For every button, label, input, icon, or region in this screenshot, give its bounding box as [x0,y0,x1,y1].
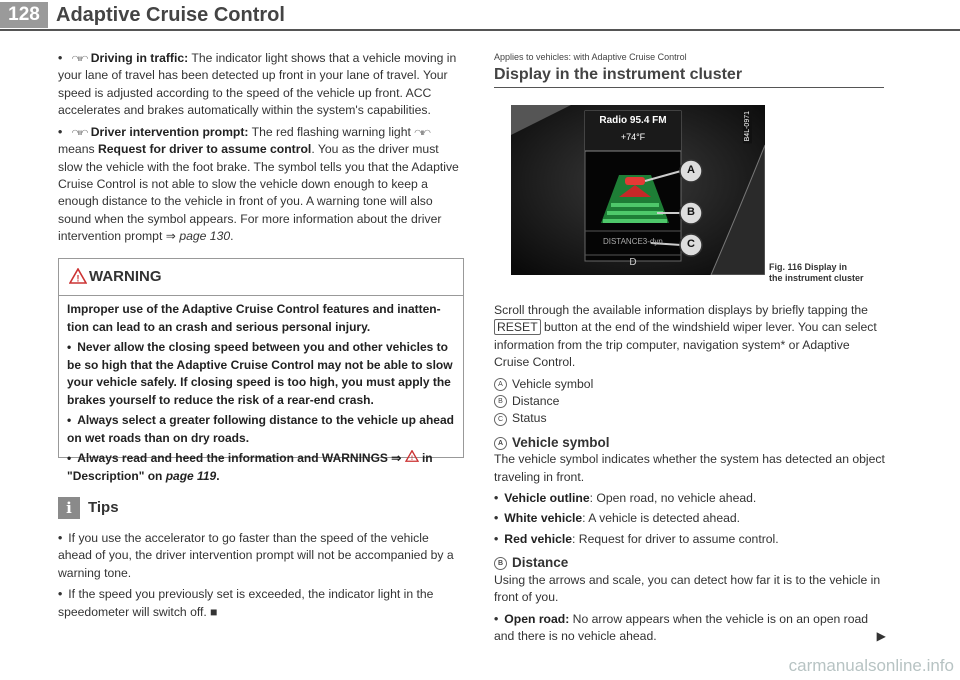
reset-button-label: RESET [494,319,541,335]
warning-bullet: • Always read and heed the information and WARNINGS ⇒ ! in "Description" on page 119. [67,451,433,483]
bullet-driving-in-traffic: • ◠ııı◠ Driving in traffic: The indicator light shows that a vehicle moving in your lane of travel has been detected up front in your lane of travel. Your speed is adjusted according to the speed of the vehicle up front. ACC accelerates and brakes automatically within the system's capabilities. [58,51,457,118]
legend-text: Vehicle symbol [512,376,594,391]
warning-paragraph: Improper use of the Adaptive Cruise Control features and inatten- tion can lead to an crash and serious personal injury. [67,302,441,334]
section-rule [494,87,884,88]
circled-b-icon: B [494,395,507,408]
bullet-text: The red flashing warning light [248,124,415,139]
continue-arrow-icon: ▶ [876,628,886,643]
bullet-label: Vehicle outline [504,491,590,506]
bullet-emphasis: Request for driver to assume control [97,142,312,157]
caption-line: the instrument cluster [769,273,864,283]
vehicle-symbol-paragraph: The vehicle symbol indicates whether the system has detected an object traveling in front. [494,452,885,484]
fig-gear-indicator: D [629,257,637,268]
warning-text: in "Description" on [67,451,433,483]
svg-text:!: ! [76,273,80,284]
warning-title: WARNING [89,268,162,285]
watermark: carmanualsonline.info [788,656,954,675]
cluster-illustration [511,105,765,275]
vehicle-symbol-heading [494,434,886,451]
warning-box [58,258,464,483]
page-reference-link[interactable]: page 119 [165,468,217,483]
warning-triangle-icon [405,450,419,462]
info-icon: i [58,497,80,519]
bullet-text: No arrow appears when the vehicle is on an open road and there is no vehicle ahead. [494,611,869,643]
warning-text: Never allow the closing speed between you and other vehicles to be so high that the Adaptive Cruise Control may not be able to slow your vehicle safely. If closing speed is too high, you must apply the brakes yourself to reduce the risk of a rear-end crash. [67,340,453,407]
legend-text: Distance [512,394,560,409]
callout-a-label: A [687,164,695,176]
page-reference-link[interactable]: page 130 [179,229,231,244]
acc-warning-icon: ◠ııı◠ [71,127,88,137]
bullet-text: The indicator light shows that a vehicle moving in your lane of travel has been detected up front in your lane of travel. Your speed is adjusted according to the speed of the vehicle up front. ACC accelerates and brakes automatically within the system's capabilities. [58,51,457,118]
tips-title: Tips [88,498,119,516]
tips-text: If you use the accelerator to go faster than the speed of the vehicle ahead of you, the driver intervention prompt will not be accompanied by a warning tone. [58,531,454,580]
distance-heading [494,554,886,571]
figure-caption [769,262,864,284]
warning-triangle-icon [69,268,87,284]
tips-bullet: • If the speed you previously set is exceeded, the indicator light in the speedometer will switch off. ■ [58,587,434,619]
right-column [494,302,886,649]
legend-item-b [494,393,886,410]
heading-text: Vehicle symbol [512,434,610,450]
tips-header [58,497,119,519]
warning-text: Always read and heed the information and WARNINGS ⇒ [77,451,405,465]
caption-line: Fig. 116 Display in [769,262,848,272]
intro-paragraph [494,302,886,372]
distance-paragraph: Using the arrows and scale, you can detect how far it is to the vehicle in front of you. [494,572,881,605]
bullet-text: . You as the driver must slow the vehicle with the foot brake. The symbol tells you that the Adaptive Cruise Control is not able to slow the vehicle down enough to keep a enough distance to the vehicle in front of you. A warning tone will also sound when the symbol appears. For more information about the driver intervention prompt ⇒ [58,142,459,244]
warning-body [59,296,463,485]
fig-temperature: +74°F [620,132,646,142]
vehicle-bullet: • Vehicle outline: Open road, no vehicle ahead. [494,491,757,506]
callout-c-label: C [687,238,695,250]
applies-to: Applies to vehicles: with Adaptive Cruise Control [494,52,687,62]
fig-distance-label: DISTANCE3-dyn. [602,237,666,246]
bullet-label: Driving in traffic: [90,51,189,65]
bullet-label: White vehicle [504,511,583,526]
legend-item-c [494,410,886,427]
bullet-label: Driver intervention prompt: [90,124,249,139]
circled-b-icon: B [494,557,507,570]
page-header [0,0,960,30]
svg-text:!: ! [410,455,413,462]
bullet-text: means [58,142,98,157]
page-title: Adaptive Cruise Control [56,4,285,26]
acc-warning-icon: ◠ııı◠ [414,127,430,137]
acc-indicator-icon: ◠ııı◠ [71,54,88,64]
fig-radio-label: Radio 95.4 FM [599,115,667,126]
vehicle-bullet: • White vehicle: A vehicle is detected ahead. [494,511,741,526]
tips-bullet: • If you use the accelerator to go faster than the speed of the vehicle ahead of you, the driver intervention prompt will not be accompanied by a warning tone. [58,531,454,580]
callout-b-label: B [687,206,695,218]
page-number: 128 [0,2,48,28]
header-rule [0,29,960,31]
bullet-text: : Request for driver to assume control. [572,531,779,546]
section-title: Display in the instrument cluster [494,66,743,83]
section-heading [494,52,884,88]
warning-text: Always select a greater following distance to the vehicle up ahead on wet roads than on dry roads. [67,413,454,445]
intro-text: Scroll through the available information displays by briefly tapping the [494,303,868,317]
instrument-cluster-figure [511,105,765,275]
bullet-driver-intervention: • ◠ııı◠ Driver intervention prompt: The red flashing warning light ◠ııı◠ means Request for driver to assume control. You as the driver must slow the vehicle with the foot brake. The symbol tells you that the Adaptive Cruise Control is not able to slow the vehicle down enough to keep a enough distance to the vehicle in front of you. A warning tone will also sound when the symbol appears. For more information about the driver intervention prompt ⇒ page 130. [58,124,459,244]
bullet-text: : A vehicle is detected ahead. [582,511,741,526]
warning-text: . [216,468,220,483]
fig-code: B4L-0971 [744,111,751,142]
left-column [58,50,464,250]
warning-header [59,259,463,296]
bullet-label: Red vehicle [504,531,573,546]
tips-body [58,530,464,625]
warning-bullet: • Never allow the closing speed between you and other vehicles to be so high that the Adaptive Cruise Control may not be able to slow your vehicle safely. If closing speed is too high, you must apply the brakes yourself to reduce the risk of a rear-end crash. [67,340,453,407]
distance-bullet: • Open road: No arrow appears when the vehicle is on an open road and there is no vehicle ahead. ▶ [494,611,886,646]
circled-a-icon: A [494,378,507,391]
circled-a-icon: A [494,437,507,450]
legend-text: Status [512,411,547,426]
heading-text: Distance [512,555,569,571]
circled-c-icon: C [494,413,507,426]
bullet-text: : Open road, no vehicle ahead. [589,491,757,506]
tips-text: If the speed you previously set is exceeded, the indicator light in the speedometer will switch off. ■ [58,587,434,619]
warning-bullet: • Always select a greater following distance to the vehicle up ahead on wet roads than on dry roads. [67,413,454,445]
intro-text: button at the end of the windshield wiper lever. You can select information from the trip computer, navigation system* or Adaptive Cruise Control. [494,320,877,370]
legend-item-a [494,376,886,393]
bullet-label: Open road: [504,611,570,626]
bullet-text: . [230,229,234,244]
vehicle-bullet: • Red vehicle: Request for driver to assume control. [494,531,779,546]
